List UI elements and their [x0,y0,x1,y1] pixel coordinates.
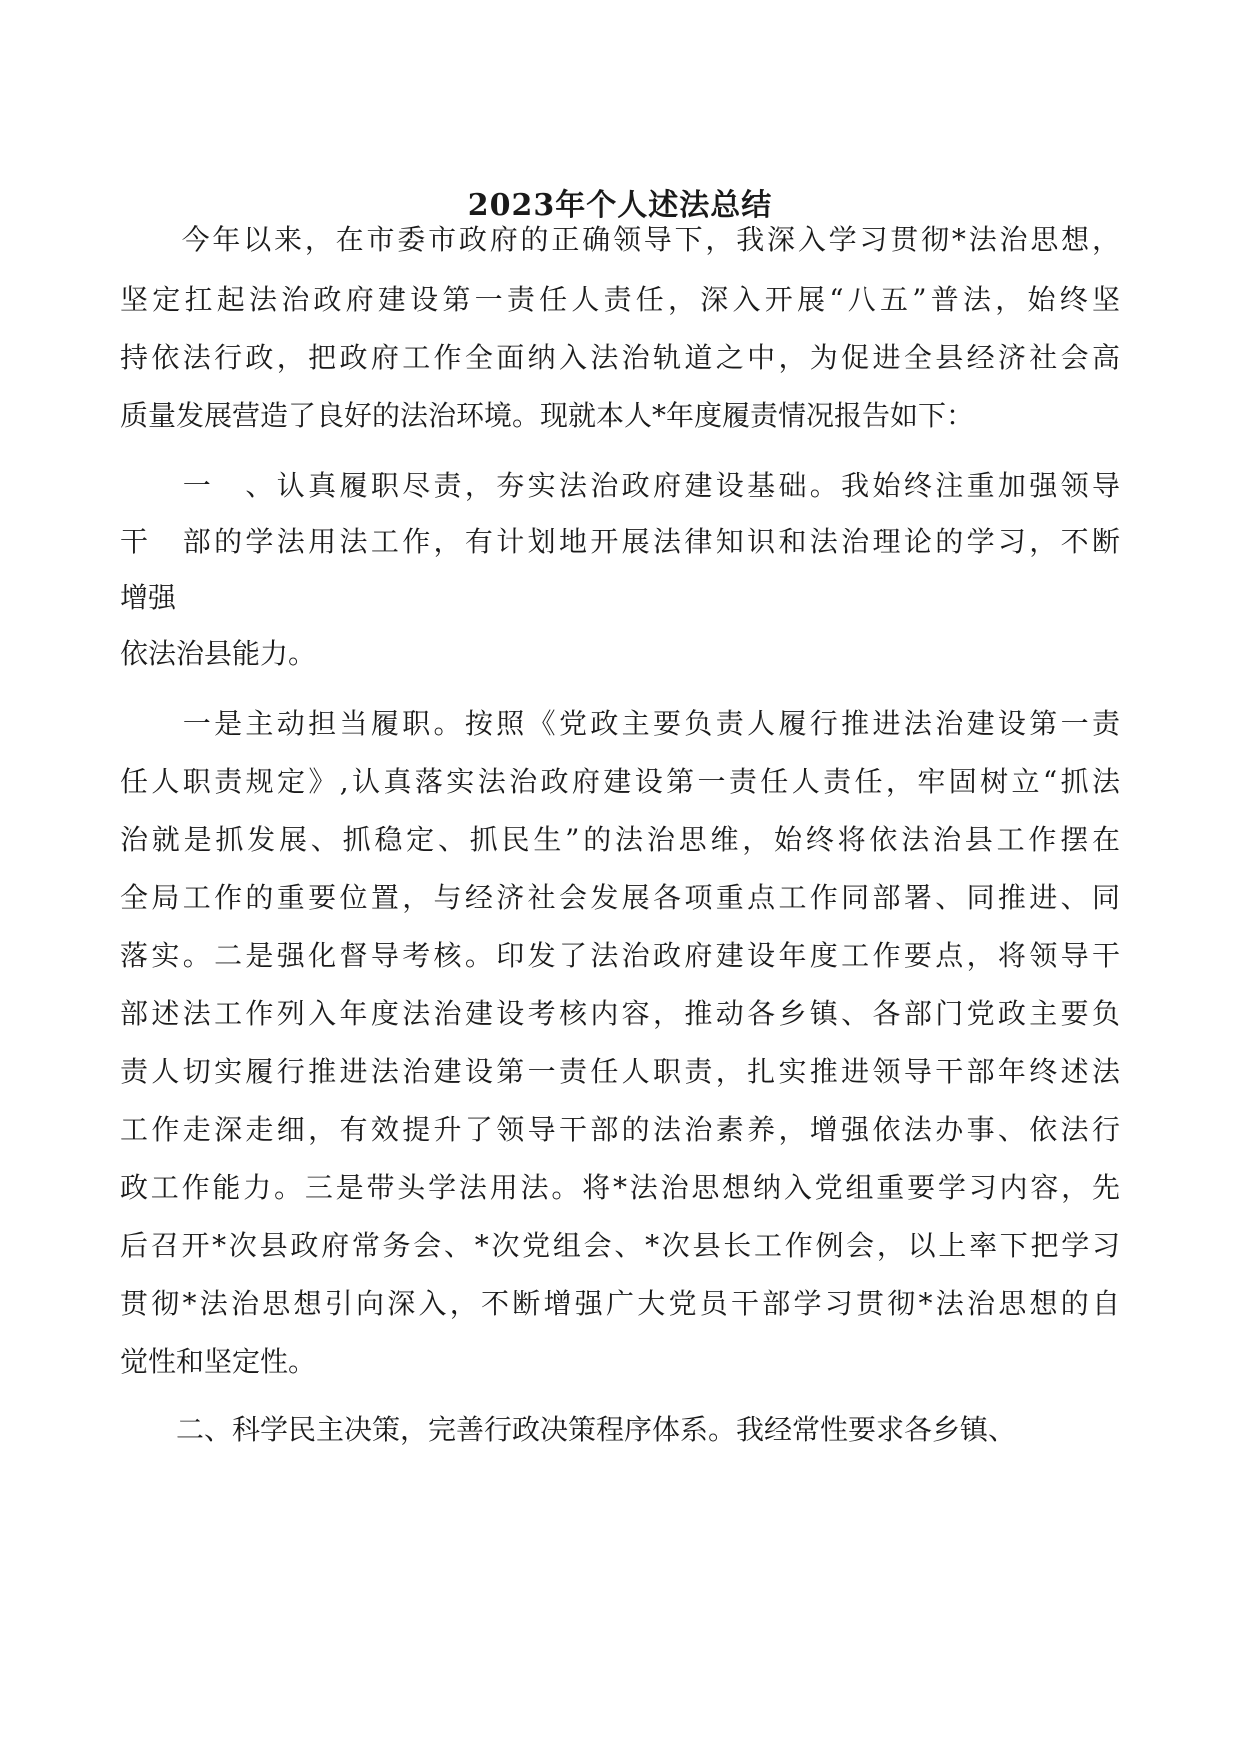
document-title: 2023年个人述法总结 [467,188,773,223]
paragraph-line: 贯彻*法治思想引向深入，不断增强广大党员干部学习贯彻*法治思想的自 [120,1287,1120,1320]
paragraph-line: 增强 [120,581,177,614]
paragraph-line: 责人切实履行推进法治建设第一责任人职责，扎实推进领导干部年终述法 [120,1055,1120,1088]
paragraph-line: 今年以来，在市委市政府的正确领导下，我深入学习贯彻*法治思想， [120,223,1120,256]
paragraph-line: 后召开*次县政府常务会、*次党组会、*次县长工作例会，以上率下把学习 [120,1229,1120,1262]
paragraph-line: 落实。二是强化督导考核。印发了法治政府建设年度工作要点，将领导干 [120,939,1120,972]
paragraph-line: 依法治县能力。 [120,637,317,670]
paragraph-line: 工作走深走细，有效提升了领导干部的法治素养，增强依法办事、依法行 [120,1113,1120,1146]
paragraph-line: 持依法行政，把政府工作全面纳入法治轨道之中，为促进全县经济社会高 [120,341,1120,374]
paragraph-line: 二、科学民主决策，完善行政决策程序体系。我经常性要求各乡镇、 [120,1413,1017,1446]
paragraph-line: 部述法工作列入年度法治建设考核内容，推动各乡镇、各部门党政主要负 [120,997,1120,1030]
paragraph-line: 干 部的学法用法工作，有计划地开展法律知识和法治理论的学习，不断 [120,525,1120,558]
paragraph-line: 坚定扛起法治政府建设第一责任人责任，深入开展“八五”普法，始终坚 [120,283,1120,316]
paragraph-line: 全局工作的重要位置，与经济社会发展各项重点工作同部署、同推进、同 [120,881,1120,914]
paragraph-line: 任人职责规定》,认真落实法治政府建设第一责任人责任，牢固树立“抓法 [120,765,1120,798]
paragraph-line: 政工作能力。三是带头学法用法。将*法治思想纳入党组重要学习内容，先 [120,1171,1120,1204]
paragraph-line: 治就是抓发展、抓稳定、抓民生”的法治思维，始终将依法治县工作摆在 [120,823,1120,856]
paragraph-line: 一 、认真履职尽责，夯实法治政府建设基础。我始终注重加强领导 [120,469,1120,502]
paragraph-line: 觉性和坚定性。 [120,1345,317,1378]
paragraph-line: 一是主动担当履职。按照《党政主要负责人履行推进法治建设第一责 [120,707,1120,740]
paragraph-line: 质量发展营造了良好的法治环境。现就本人*年度履责情况报告如下： [120,399,975,432]
